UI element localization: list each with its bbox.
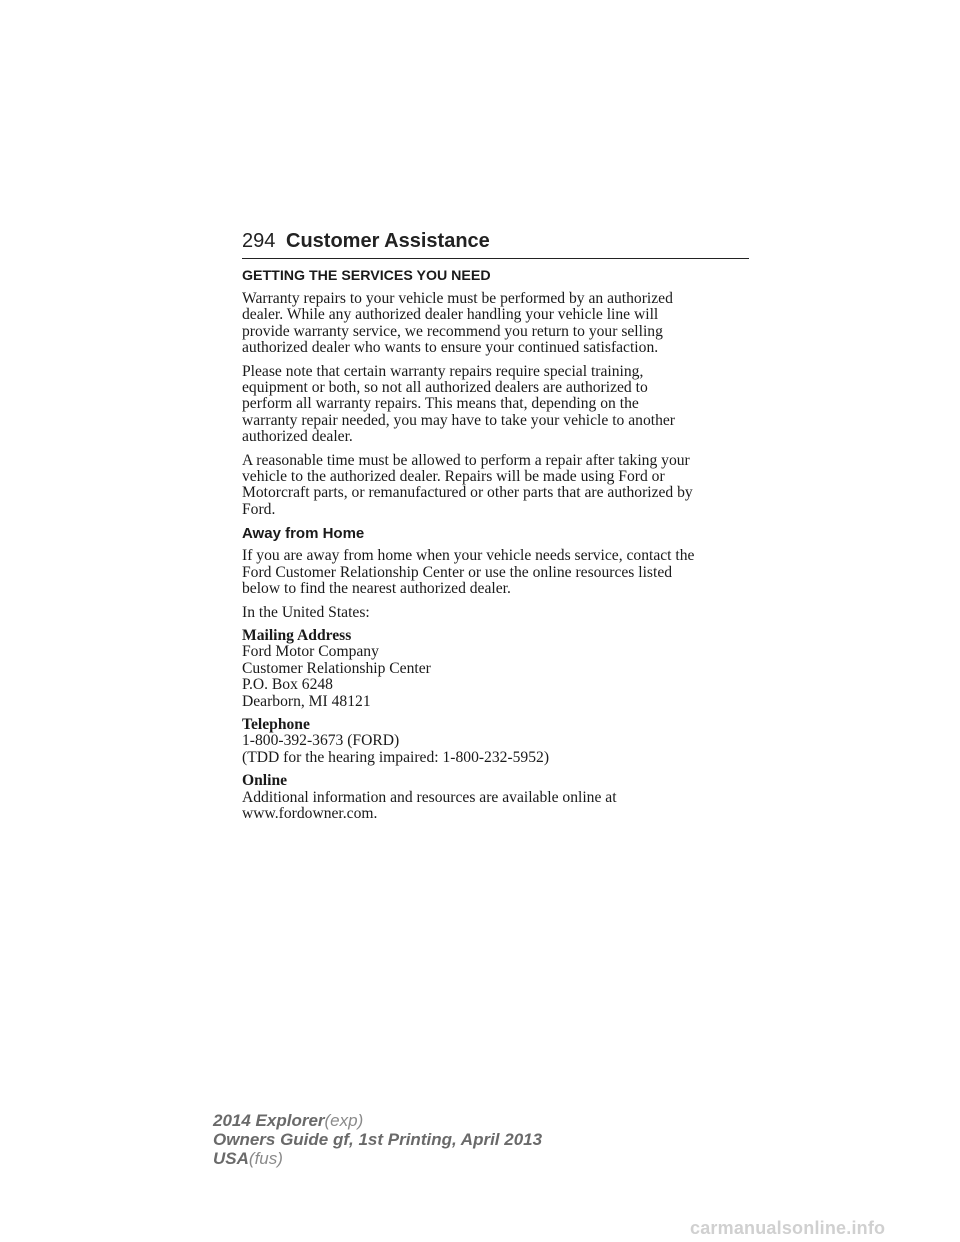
- mailing-address-block: [242, 628, 752, 710]
- footer-model: 2014 Explorer: [213, 1111, 325, 1130]
- paragraph-special-training: [242, 364, 752, 446]
- text-line: Ford Customer Relationship Center or use the online resources listed: [242, 563, 673, 581]
- text-line: authorized dealer who wants to ensure your continued satisfaction.: [242, 339, 659, 357]
- page-content: [242, 268, 752, 829]
- footer-model-code: (exp): [324, 1111, 364, 1130]
- text-line: perform all warranty repairs. This means that, depending on the: [242, 395, 639, 413]
- text-line: below to find the nearest authorized dealer.: [242, 580, 511, 598]
- paragraph-warranty-repairs: [242, 291, 752, 357]
- page-number: 294: [242, 230, 276, 252]
- text-line: dealer. While any authorized dealer handling your vehicle line will: [242, 306, 659, 324]
- telephone-line: 1-800-392-3673 (FORD): [242, 732, 400, 750]
- paragraph-united-states: In the United States:: [242, 603, 370, 621]
- address-line: Dearborn, MI 48121: [242, 692, 371, 710]
- text-line: Ford.: [242, 500, 276, 518]
- text-line: A reasonable time must be allowed to perform a repair after taking your: [242, 451, 690, 469]
- page-header: [242, 228, 749, 259]
- telephone-block: [242, 717, 752, 766]
- text-line: Please note that certain warranty repairs require special training,: [242, 362, 644, 380]
- footer-printing: Owners Guide gf, 1st Printing, April 2013: [213, 1130, 543, 1149]
- text-line: provide warranty service, we recommend you return to your selling: [242, 322, 663, 340]
- text-line: equipment or both, so not all authorized dealers are authorized to: [242, 379, 648, 397]
- online-line: www.fordowner.com.: [242, 804, 378, 822]
- mailing-address-title: Mailing Address: [242, 626, 352, 644]
- text-line: If you are away from home when your vehicle needs service, contact the: [242, 547, 695, 565]
- text-line: authorized dealer.: [242, 428, 353, 446]
- footer-line-market: [213, 1149, 542, 1168]
- text-line: Warranty repairs to your vehicle must be performed by an authorized: [242, 290, 673, 307]
- text-line: warranty repair needed, you may have to take your vehicle to another: [242, 411, 675, 429]
- main-heading: GETTING THE SERVICES YOU NEED: [242, 268, 491, 284]
- section-title: Customer Assistance: [286, 230, 490, 252]
- footer-market: USA: [213, 1149, 249, 1168]
- telephone-line: (TDD for the hearing impaired: 1-800-232-5952): [242, 748, 550, 766]
- paragraph-reasonable-time: [242, 453, 752, 519]
- online-title: Online: [242, 772, 288, 790]
- footer-line-model: [213, 1111, 542, 1130]
- subheading-away-from-home: Away from Home: [242, 525, 365, 543]
- paragraph-away-from-home: [242, 548, 752, 597]
- text-line: Motorcraft parts, or remanufactured or other parts that are authorized by: [242, 484, 693, 502]
- watermark: carmanualsonline.info: [690, 1218, 886, 1238]
- address-line: Ford Motor Company: [242, 643, 379, 661]
- telephone-title: Telephone: [242, 715, 310, 733]
- online-block: [242, 773, 752, 822]
- online-line: Additional information and resources are available online at: [242, 788, 617, 806]
- page-footer: [213, 1111, 542, 1168]
- text-line: vehicle to the authorized dealer. Repairs will be made using Ford or: [242, 468, 665, 486]
- footer-market-code: (fus): [248, 1149, 283, 1168]
- address-line: Customer Relationship Center: [242, 659, 431, 677]
- address-line: P.O. Box 6248: [242, 676, 333, 694]
